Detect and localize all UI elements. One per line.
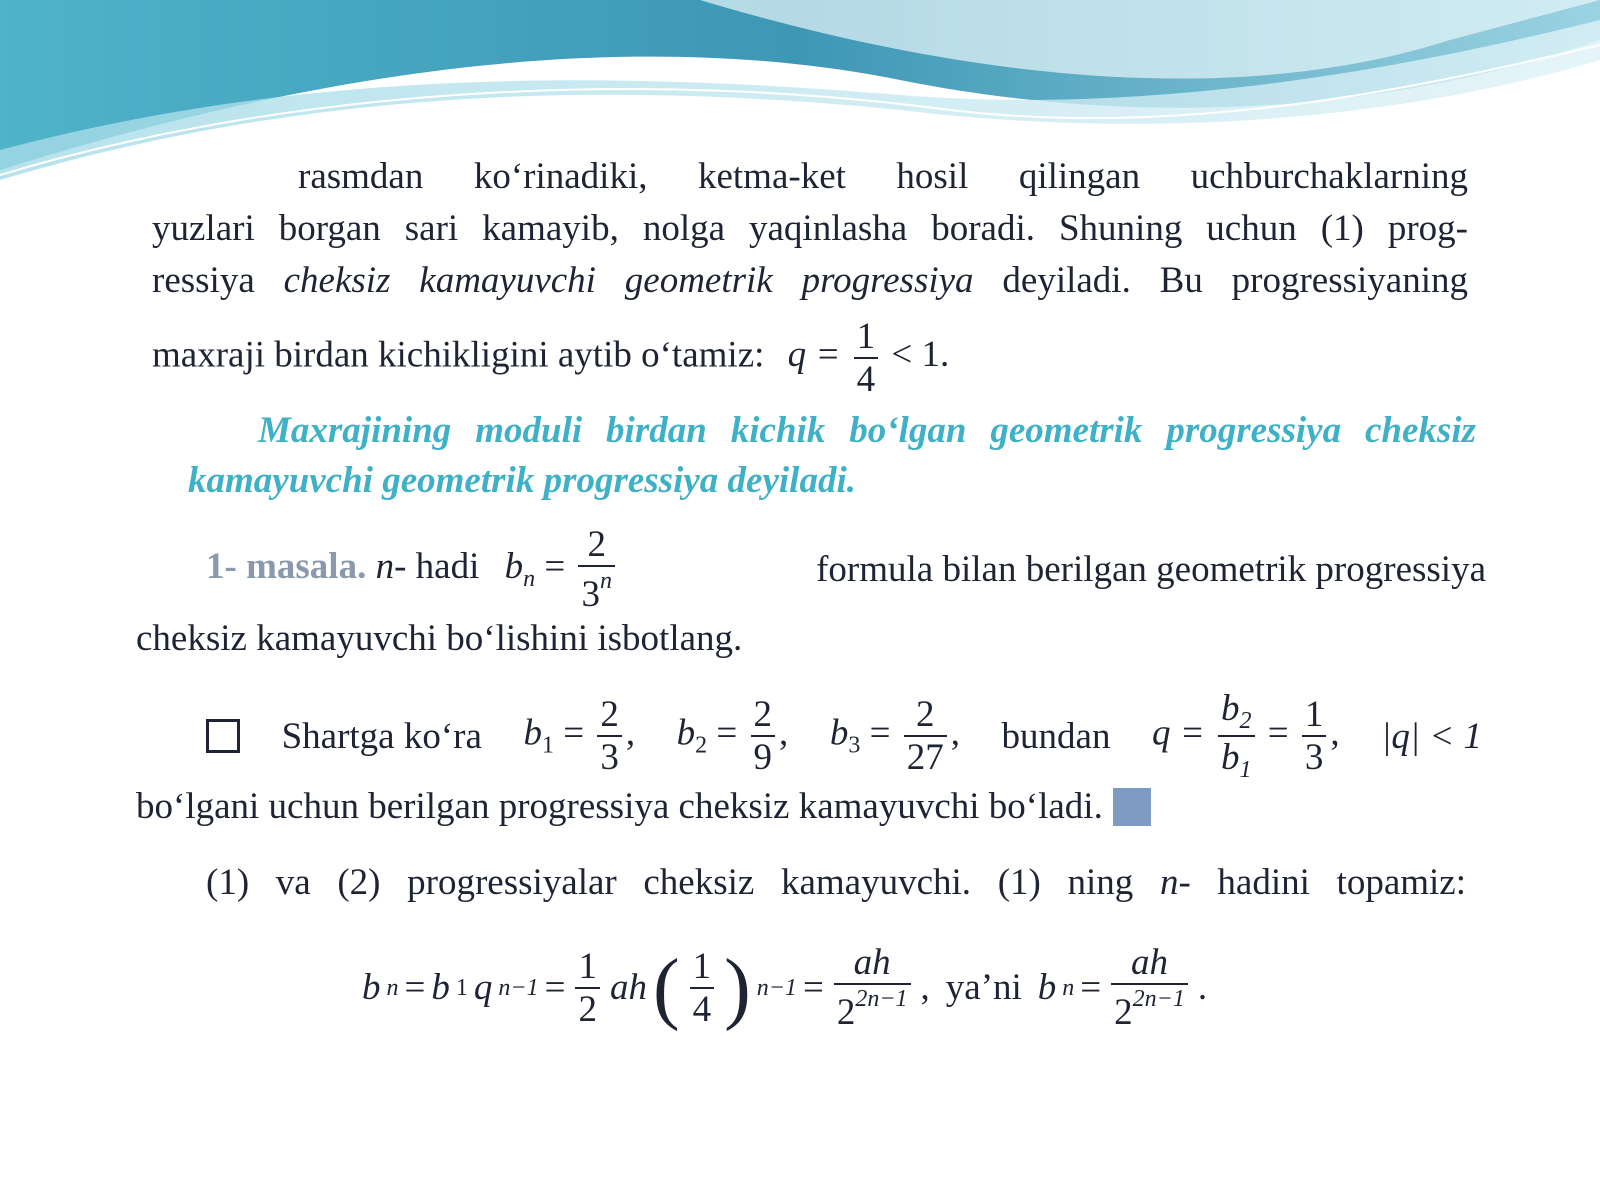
b1-num: 2 <box>600 694 619 735</box>
ff-res2-den: 2 <box>1114 992 1133 1033</box>
ff-ah: ah <box>609 967 647 1008</box>
paragraph1-line1: rasmdan ko‘rinadiki, ketma-ket hosil qilingan uchburchaklarning <box>298 156 1468 197</box>
problem-frac-num: 2 <box>587 524 606 565</box>
b2-var: b <box>676 712 696 754</box>
ff-paren-sup: n−1 <box>756 974 797 1001</box>
ff-right-paren: ) <box>724 943 751 1032</box>
q-ratio-den-sub: 1 <box>1239 757 1252 783</box>
b3-fraction <box>904 696 947 776</box>
ff-bn2: b <box>1037 967 1057 1008</box>
b2-num: 2 <box>753 694 773 735</box>
ff-eq3: = <box>802 967 824 1008</box>
ff-result <box>834 944 911 1031</box>
problem-label: 1- masala. <box>206 545 367 587</box>
b1-sub: 1 <box>541 732 554 759</box>
problem-eq: = <box>544 545 566 587</box>
ff-res-den-wrap <box>834 983 911 1031</box>
b1-den: 3 <box>597 735 622 776</box>
q-formula <box>787 316 950 400</box>
final-formula: b n = b 1 q n−1 = $\frac{1}{2}$ ah ( $\frac{1}{4}$ ) n−1 = $\frac{ah}{2^{2n-1}}$ , ya’ni b n = $\frac{ah}{2^{2n-1}}$ . <box>362 942 1208 1033</box>
problem-line2: cheksiz kamayuvchi bo‘lishini isbotlang. <box>136 618 743 659</box>
problem-bn: b <box>504 545 524 587</box>
q-ratio-value <box>1302 696 1327 776</box>
paragraph2-end: - hadini topamiz: <box>1178 862 1466 903</box>
solution-b1: $b_1$ = $\frac{2}{3}$ , <box>523 694 636 778</box>
ff-res2-den-wrap <box>1111 983 1188 1031</box>
term-cheksiz-kamayuvchi: cheksiz kamayuvchi geometrik progressiya <box>283 260 974 301</box>
problem-fraction <box>578 526 615 613</box>
q-ratio-lhs: q = <box>1152 712 1205 754</box>
ff-q-sup: n−1 <box>498 974 539 1001</box>
q-ratio-num-var: b <box>1221 688 1240 729</box>
problem-frac-den-sup: n <box>599 568 612 594</box>
paragraph1-line3-start: ressiya <box>152 260 255 301</box>
b1-fraction <box>597 696 622 776</box>
q-ratio-value-num: 1 <box>1304 694 1324 735</box>
q-ratio-num-sub: 2 <box>1239 708 1252 734</box>
ff-b1: b <box>431 967 450 1008</box>
paragraph1-line4 <box>152 318 949 398</box>
paragraph2-start: (1) va (2) progressiyalar cheksiz kamayuvchi. (1) ning <box>206 862 1134 903</box>
q-ratio-eq: = <box>1267 712 1289 754</box>
q-rhs: < 1. <box>891 334 950 376</box>
ff-res-den: 2 <box>836 992 856 1033</box>
ff-res2-den-sup: 2n−1 <box>1132 986 1185 1012</box>
paragraph1-line3 <box>152 262 1468 299</box>
b2-den: 9 <box>751 735 776 776</box>
ff-eq1: = <box>404 967 426 1008</box>
ff-bn2-sub: n <box>1062 974 1075 1001</box>
problem-head <box>206 526 619 613</box>
paragraph2-n-var: n <box>1159 862 1179 903</box>
ff-res2-num: ah <box>1131 942 1169 983</box>
ff-quarter <box>690 945 715 1030</box>
q-ratio-value-den: 3 <box>1302 735 1327 776</box>
solution-b2: $b_2$ = $\frac{2}{9}$ , <box>676 694 789 778</box>
problem-frac-den: 3 <box>581 574 600 615</box>
b3-den: 27 <box>904 735 947 776</box>
q-den: 4 <box>854 357 879 398</box>
solution-line2-text: bo‘lgani uchun berilgan progressiya cheksiz kamayuvchi bo‘ladi. <box>136 786 1103 827</box>
problem-text2: formula bilan berilgan geometrik progressiya <box>816 549 1486 590</box>
problem-n-var: n <box>375 545 395 587</box>
ff-q: q <box>473 967 493 1008</box>
q-num: 1 <box>856 316 876 357</box>
ff-half-den: 2 <box>575 987 600 1028</box>
solution-b3: $b_3$ = $\frac{2}{27}$ , <box>829 694 960 778</box>
ff-period: . <box>1197 967 1208 1008</box>
ff-result2 <box>1111 944 1188 1031</box>
b3-var: b <box>829 712 849 754</box>
end-of-proof-box <box>1113 788 1151 826</box>
ff-bn: b <box>362 967 381 1008</box>
solution-line1 <box>206 690 1482 782</box>
problem-bn-formula <box>504 524 619 615</box>
solution-start-box <box>206 719 240 753</box>
problem-line1 <box>206 526 1486 613</box>
solution-intro: Shartga ko‘ra <box>281 715 482 757</box>
ff-eq2: = <box>544 967 566 1008</box>
definition-line2: kamayuvchi geometrik progressiya deyiladi. <box>188 460 856 501</box>
b2-fraction <box>751 696 776 776</box>
problem-text1: - hadi <box>394 545 480 587</box>
paragraph2-line1 <box>206 864 1466 901</box>
ff-half <box>575 945 600 1030</box>
paragraph1-line2: yuzlari borgan sari kamayib, nolga yaqinlasha boradi. Shuning uchun (1) prog- <box>152 208 1468 249</box>
problem-bn-sub: n <box>523 565 536 592</box>
ff-res-den-sup: 2n−1 <box>855 986 908 1012</box>
ff-eq4: = <box>1080 967 1102 1008</box>
q-ratio-fraction <box>1218 690 1255 782</box>
solution-q-ratio: q = $\frac{b_2}{b_1}$ = $\frac{1}{3}$ , <box>1152 688 1340 783</box>
ff-res-num: ah <box>853 942 891 983</box>
b3-num: 2 <box>915 694 935 735</box>
definition-line1: Maxrajining moduli birdan kichik bo‘lgan geometrik progressiya cheksiz <box>258 410 1476 451</box>
paragraph1-line4-text: maxraji birdan kichikligini aytib o‘tamiz: <box>152 334 765 376</box>
q-ratio-num <box>1218 690 1255 735</box>
b3-sub: 3 <box>848 732 861 759</box>
paragraph1-line3-end: deyiladi. Bu progressiyaning <box>1002 260 1469 301</box>
abs-q-condition: |q| < 1 <box>1381 715 1482 757</box>
b1-var: b <box>523 712 542 754</box>
b2-sub: 2 <box>695 732 708 759</box>
q-ratio-den <box>1218 735 1255 782</box>
q-lhs: q = <box>787 334 841 376</box>
solution-line2 <box>136 788 1151 826</box>
solution-bundan: bundan <box>1001 715 1111 757</box>
ff-yani: ya’ni <box>945 967 1022 1008</box>
ff-quarter-num: 1 <box>692 945 712 987</box>
problem-frac-den-wrap <box>578 565 615 613</box>
ff-bn-sub: n <box>386 974 399 1001</box>
q-fraction <box>854 318 879 398</box>
ff-quarter-den: 4 <box>690 987 715 1028</box>
ff-half-num: 1 <box>578 945 597 987</box>
ff-b1-sub: 1 <box>455 974 468 1001</box>
ff-left-paren: ( <box>652 943 680 1032</box>
q-ratio-den-var: b <box>1221 737 1240 778</box>
